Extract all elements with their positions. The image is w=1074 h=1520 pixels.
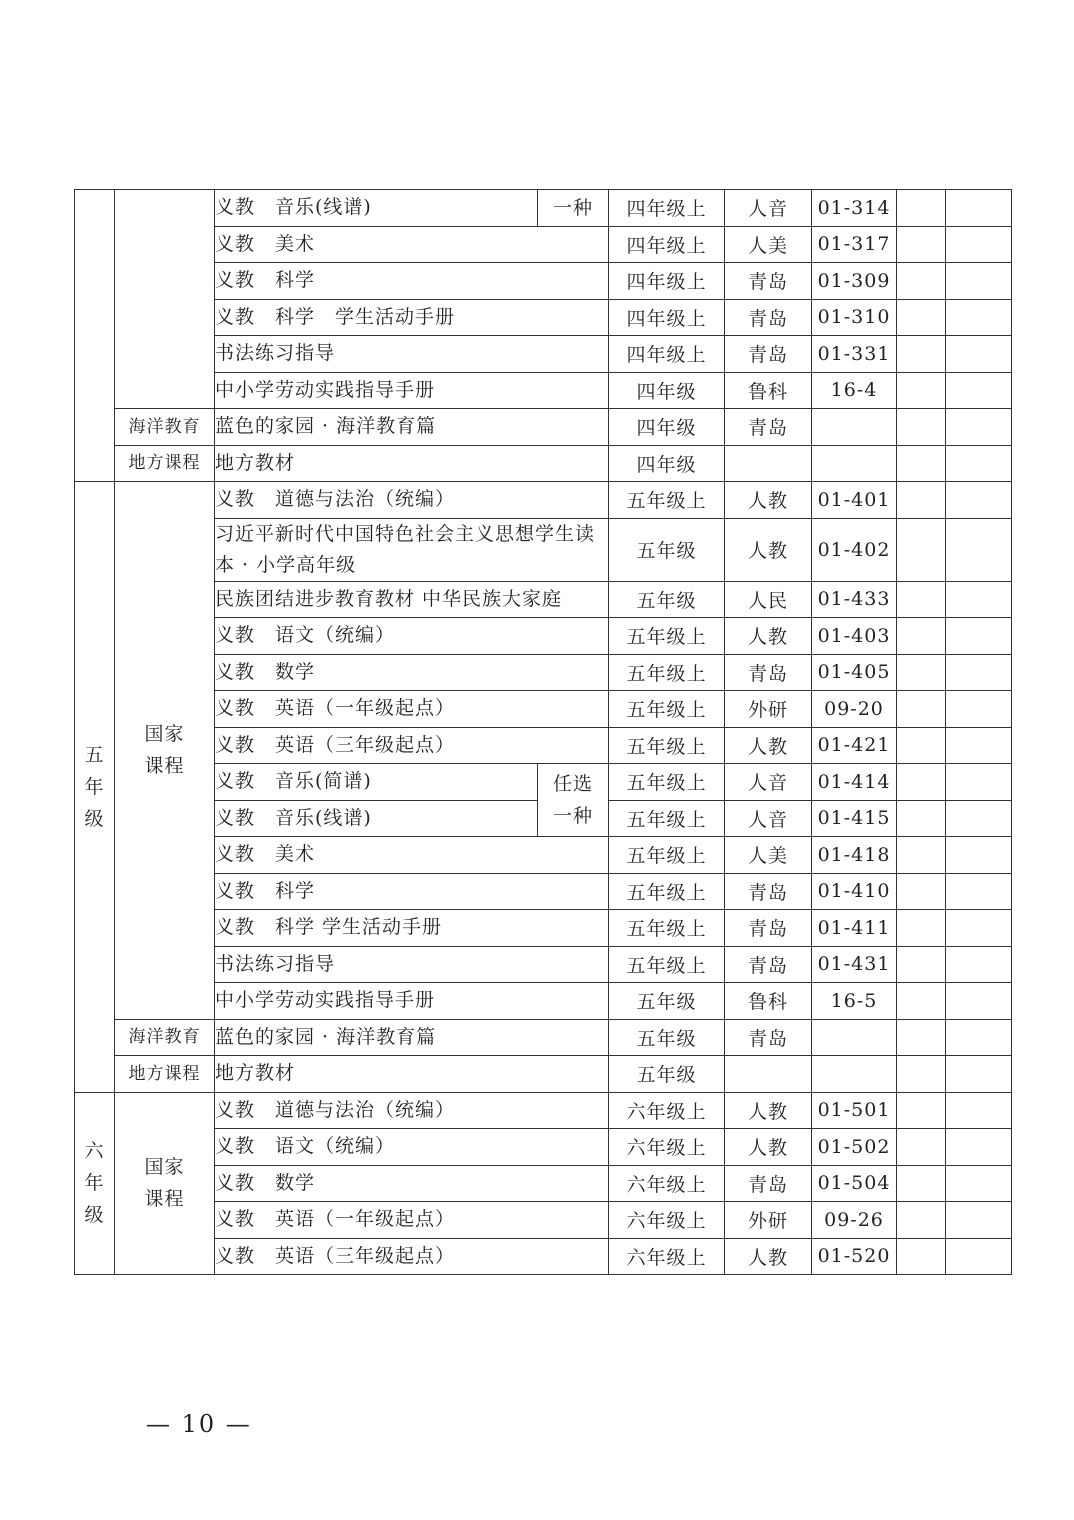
book-grade: 四年级 (609, 372, 725, 409)
book-code: 01-310 (812, 299, 897, 336)
book-name: 义教 道德与法治（统编） (215, 1092, 609, 1129)
table-row (75, 727, 1012, 764)
book-grade: 四年级上 (609, 336, 725, 373)
book-name: 义教 音乐(线谱) (215, 800, 538, 837)
book-publisher: 人美 (725, 837, 812, 874)
book-name: 义教 道德与法治（统编） (215, 482, 609, 519)
book-code: 16-4 (812, 372, 897, 409)
empty-cell (897, 445, 946, 482)
book-grade: 六年级上 (609, 1202, 725, 1239)
book-name: 习近平新时代中国特色社会主义思想学生读本 · 小学高年级 (215, 518, 609, 581)
grade-cell (75, 190, 115, 482)
book-publisher: 青岛 (725, 299, 812, 336)
table-row (75, 654, 1012, 691)
book-grade: 六年级上 (609, 1238, 725, 1275)
empty-cell (946, 1202, 1012, 1239)
book-publisher: 人美 (725, 226, 812, 263)
grade-label: 六年级 (84, 1140, 105, 1227)
book-publisher: 青岛 (725, 263, 812, 300)
book-code: 09-26 (812, 1202, 897, 1239)
book-code: 01-418 (812, 837, 897, 874)
book-code: 01-414 (812, 764, 897, 801)
empty-cell (946, 1056, 1012, 1093)
empty-cell (897, 1019, 946, 1056)
empty-cell (946, 800, 1012, 837)
book-publisher: 人教 (725, 1129, 812, 1166)
book-code (812, 409, 897, 446)
book-grade: 五年级 (609, 581, 725, 618)
book-grade: 六年级上 (609, 1092, 725, 1129)
table-row (75, 445, 1012, 482)
book-name: 义教 语文（统编） (215, 618, 609, 655)
book-name: 书法练习指导 (215, 946, 609, 983)
empty-cell (946, 372, 1012, 409)
category-cell (115, 1092, 215, 1275)
empty-cell (897, 226, 946, 263)
book-publisher: 青岛 (725, 1019, 812, 1056)
book-publisher: 青岛 (725, 654, 812, 691)
empty-cell (897, 727, 946, 764)
empty-cell (946, 1019, 1012, 1056)
empty-cell (946, 299, 1012, 336)
book-grade: 四年级上 (609, 190, 725, 227)
book-publisher: 人音 (725, 190, 812, 227)
empty-cell (897, 263, 946, 300)
empty-cell (897, 299, 946, 336)
book-code: 01-433 (812, 581, 897, 618)
book-publisher: 鲁科 (725, 372, 812, 409)
grade-cell (75, 1092, 115, 1275)
empty-cell (946, 1092, 1012, 1129)
book-code: 01-317 (812, 226, 897, 263)
empty-cell (946, 581, 1012, 618)
book-name: 义教 科学 (215, 263, 609, 300)
table-row (75, 299, 1012, 336)
book-name: 义教 美术 (215, 837, 609, 874)
book-publisher: 青岛 (725, 873, 812, 910)
book-grade: 五年级上 (609, 618, 725, 655)
book-publisher: 人教 (725, 482, 812, 519)
book-publisher: 人教 (725, 1238, 812, 1275)
book-name: 义教 美术 (215, 226, 609, 263)
empty-cell (946, 518, 1012, 581)
empty-cell (946, 837, 1012, 874)
book-code: 01-403 (812, 618, 897, 655)
empty-cell (897, 946, 946, 983)
book-publisher: 人教 (725, 727, 812, 764)
book-code: 01-331 (812, 336, 897, 373)
table-row (75, 946, 1012, 983)
book-publisher: 人音 (725, 764, 812, 801)
book-publisher (725, 1056, 812, 1093)
table-row (75, 482, 1012, 519)
table-row (75, 263, 1012, 300)
empty-cell (946, 654, 1012, 691)
book-grade: 四年级上 (609, 299, 725, 336)
book-name: 义教 英语（一年级起点） (215, 1202, 609, 1239)
book-code: 01-402 (812, 518, 897, 581)
category-label: 国家课程 (144, 723, 185, 778)
book-code: 09-20 (812, 691, 897, 728)
book-publisher: 青岛 (725, 1165, 812, 1202)
book-grade: 四年级 (609, 445, 725, 482)
empty-cell (897, 1129, 946, 1166)
empty-cell (897, 190, 946, 227)
table-row (75, 372, 1012, 409)
book-code: 01-502 (812, 1129, 897, 1166)
book-name: 义教 科学 学生活动手册 (215, 299, 609, 336)
category-cell: 地方课程 (115, 445, 215, 482)
book-name: 义教 语文（统编） (215, 1129, 609, 1166)
book-code: 16-5 (812, 983, 897, 1020)
book-name: 义教 英语（三年级起点） (215, 1238, 609, 1275)
table-row (75, 1238, 1012, 1275)
book-publisher: 人教 (725, 1092, 812, 1129)
book-name: 民族团结进步教育教材 中华民族大家庭 (215, 581, 609, 618)
book-code: 01-520 (812, 1238, 897, 1275)
empty-cell (946, 946, 1012, 983)
book-publisher: 青岛 (725, 409, 812, 446)
book-grade: 五年级上 (609, 482, 725, 519)
book-publisher: 人教 (725, 618, 812, 655)
book-publisher: 人民 (725, 581, 812, 618)
book-grade: 五年级上 (609, 946, 725, 983)
empty-cell (946, 1238, 1012, 1275)
empty-cell (897, 372, 946, 409)
table-row (75, 983, 1012, 1020)
book-name: 蓝色的家园 · 海洋教育篇 (215, 1019, 609, 1056)
empty-cell (946, 910, 1012, 947)
category-cell: 地方课程 (115, 1056, 215, 1093)
book-grade: 五年级上 (609, 873, 725, 910)
book-name: 中小学劳动实践指导手册 (215, 983, 609, 1020)
book-grade: 四年级上 (609, 226, 725, 263)
book-publisher (725, 445, 812, 482)
book-grade: 五年级 (609, 983, 725, 1020)
empty-cell (946, 263, 1012, 300)
book-publisher: 青岛 (725, 336, 812, 373)
empty-cell (946, 482, 1012, 519)
empty-cell (897, 336, 946, 373)
book-name: 义教 音乐(线谱) (215, 190, 538, 227)
empty-cell (946, 764, 1012, 801)
empty-cell (946, 1129, 1012, 1166)
book-grade: 五年级上 (609, 654, 725, 691)
empty-cell (946, 618, 1012, 655)
table-row (75, 873, 1012, 910)
empty-cell (946, 691, 1012, 728)
book-code: 01-410 (812, 873, 897, 910)
book-publisher: 外研 (725, 691, 812, 728)
table-row (75, 1129, 1012, 1166)
book-name: 书法练习指导 (215, 336, 609, 373)
table-row (75, 764, 1012, 801)
book-grade: 六年级上 (609, 1129, 725, 1166)
empty-cell (897, 873, 946, 910)
category-cell: 海洋教育 (115, 1019, 215, 1056)
empty-cell (946, 445, 1012, 482)
book-grade: 五年级上 (609, 837, 725, 874)
empty-cell (897, 983, 946, 1020)
empty-cell (946, 727, 1012, 764)
table-row (75, 409, 1012, 446)
book-name: 蓝色的家园 · 海洋教育篇 (215, 409, 609, 446)
table-row (75, 226, 1012, 263)
book-grade: 五年级上 (609, 764, 725, 801)
empty-cell (897, 800, 946, 837)
page-number: — 10 — (146, 1410, 252, 1438)
book-grade: 四年级 (609, 409, 725, 446)
book-publisher: 人教 (725, 518, 812, 581)
book-name: 地方教材 (215, 1056, 609, 1093)
book-grade: 五年级上 (609, 691, 725, 728)
empty-cell (946, 1165, 1012, 1202)
book-name: 义教 数学 (215, 654, 609, 691)
table-row (75, 618, 1012, 655)
book-code (812, 1019, 897, 1056)
book-name: 义教 英语（三年级起点） (215, 727, 609, 764)
empty-cell (897, 1056, 946, 1093)
book-code: 01-501 (812, 1092, 897, 1129)
book-code: 01-314 (812, 190, 897, 227)
table-row (75, 190, 1012, 227)
empty-cell (897, 581, 946, 618)
grade-label: 五年级 (84, 743, 105, 830)
book-code: 01-309 (812, 263, 897, 300)
empty-cell (946, 226, 1012, 263)
empty-cell (897, 1202, 946, 1239)
book-code: 01-504 (812, 1165, 897, 1202)
table-row (75, 581, 1012, 618)
category-label: 国家课程 (144, 1156, 185, 1211)
empty-cell (946, 336, 1012, 373)
textbook-table (74, 189, 1012, 1275)
empty-cell (946, 190, 1012, 227)
book-publisher: 外研 (725, 1202, 812, 1239)
empty-cell (897, 1165, 946, 1202)
book-code: 01-401 (812, 482, 897, 519)
empty-cell (897, 910, 946, 947)
empty-cell (946, 409, 1012, 446)
book-name: 义教 科学 (215, 873, 609, 910)
empty-cell (897, 691, 946, 728)
book-grade: 五年级 (609, 1019, 725, 1056)
book-grade: 五年级上 (609, 727, 725, 764)
table-row (75, 518, 1012, 581)
book-publisher: 青岛 (725, 946, 812, 983)
book-grade: 六年级上 (609, 1165, 725, 1202)
table-row (75, 1056, 1012, 1093)
option-label: 任选一种 (552, 773, 593, 827)
empty-cell (897, 837, 946, 874)
empty-cell (946, 983, 1012, 1020)
book-name: 义教 音乐(简谱) (215, 764, 538, 801)
book-code (812, 445, 897, 482)
category-cell: 海洋教育 (115, 409, 215, 446)
book-publisher: 鲁科 (725, 983, 812, 1020)
book-name: 义教 科学 学生活动手册 (215, 910, 609, 947)
category-cell (115, 190, 215, 409)
book-name: 义教 数学 (215, 1165, 609, 1202)
empty-cell (897, 518, 946, 581)
book-grade: 五年级 (609, 1056, 725, 1093)
book-name: 中小学劳动实践指导手册 (215, 372, 609, 409)
book-grade: 五年级上 (609, 910, 725, 947)
table-row (75, 837, 1012, 874)
empty-cell (897, 482, 946, 519)
book-code: 01-411 (812, 910, 897, 947)
empty-cell (946, 873, 1012, 910)
book-code: 01-421 (812, 727, 897, 764)
book-grade: 五年级上 (609, 800, 725, 837)
grade-cell (75, 482, 115, 1093)
book-code: 01-405 (812, 654, 897, 691)
book-publisher: 青岛 (725, 910, 812, 947)
option-note: 一种 (538, 190, 609, 227)
empty-cell (897, 1238, 946, 1275)
book-name: 义教 英语（一年级起点） (215, 691, 609, 728)
book-name: 地方教材 (215, 445, 609, 482)
table-row (75, 336, 1012, 373)
empty-cell (897, 1092, 946, 1129)
book-code (812, 1056, 897, 1093)
empty-cell (897, 654, 946, 691)
empty-cell (897, 409, 946, 446)
empty-cell (897, 764, 946, 801)
table-row (75, 910, 1012, 947)
table-row (75, 1019, 1012, 1056)
book-publisher: 人音 (725, 800, 812, 837)
table-row (75, 1165, 1012, 1202)
category-cell (115, 482, 215, 1020)
option-note (538, 764, 609, 837)
empty-cell (897, 618, 946, 655)
book-code: 01-415 (812, 800, 897, 837)
table-row (75, 1202, 1012, 1239)
table-row (75, 1092, 1012, 1129)
book-grade: 四年级上 (609, 263, 725, 300)
book-code: 01-431 (812, 946, 897, 983)
table-row (75, 691, 1012, 728)
book-grade: 五年级 (609, 518, 725, 581)
